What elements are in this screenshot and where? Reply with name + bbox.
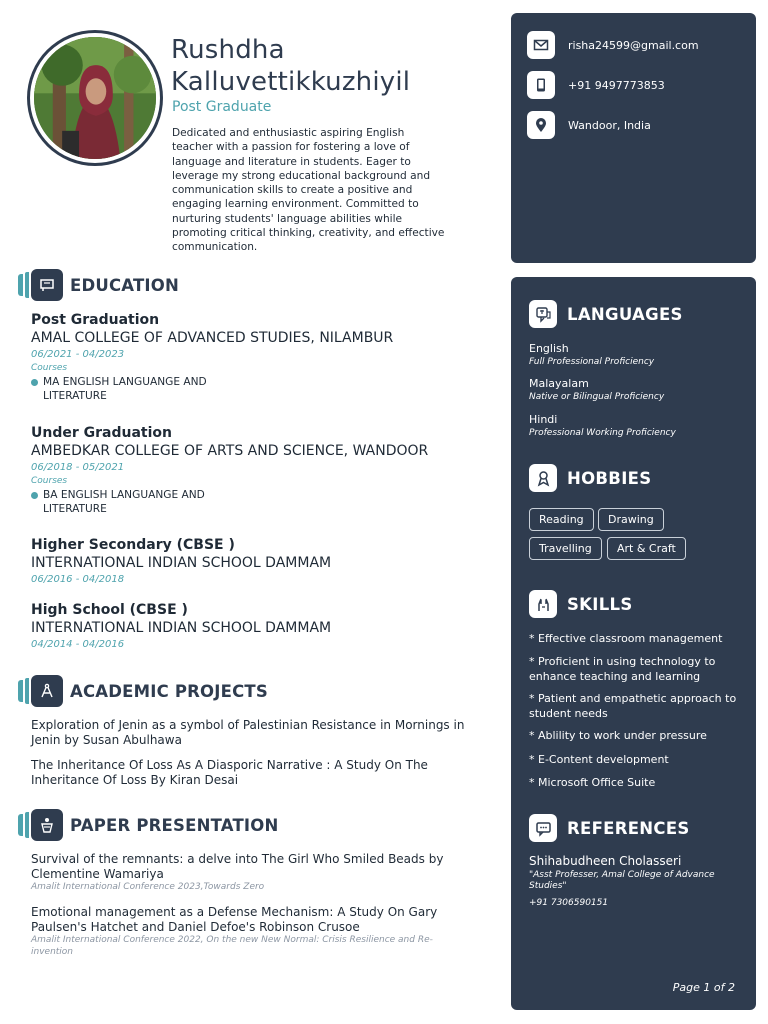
- page-number: Page 1 of 2: [672, 981, 735, 994]
- papers-title: PAPER PRESENTATION: [70, 815, 279, 835]
- skills-header: [529, 590, 633, 618]
- paper-title: Emotional management as a Defense Mechanism: A Study On Gary Paulsen's Hatchet and Daniel Defoe's Robinson Crusoe: [31, 905, 438, 934]
- language-item: [529, 342, 739, 368]
- degree: Under Graduation: [31, 425, 172, 441]
- references-header: [529, 814, 690, 842]
- tab-bar: [18, 274, 23, 296]
- hobby-tag: Reading: [529, 508, 594, 531]
- hobby-tag: Travelling: [529, 537, 602, 560]
- projects-title: ACADEMIC PROJECTS: [70, 681, 268, 701]
- mail-icon: [527, 31, 555, 59]
- lectern-icon: [31, 809, 63, 841]
- email-text: risha24599@gmail.com: [568, 38, 699, 52]
- language-name: Malayalam: [529, 377, 589, 390]
- location-pin-icon: [527, 111, 555, 139]
- job-title: Post Graduate: [172, 99, 272, 115]
- skill-item: * Proficient in using technology to enhance teaching and learning: [529, 655, 716, 683]
- reference-role: "Asst Professer, Amal College of Advance Studies": [529, 870, 715, 891]
- languages-title: LANGUAGES: [567, 304, 683, 324]
- reference-phone: +91 7306590151: [529, 898, 609, 908]
- chat-icon: [529, 814, 557, 842]
- paper-title: Survival of the remnants: a delve into The Girl Who Smiled Beads by Clementine Wamariya: [31, 852, 444, 881]
- degree: Higher Secondary (CBSE ): [31, 537, 235, 553]
- project-item: The Inheritance Of Loss As A Diasporic Narrative : A Study On The Inheritance Of Loss By Kiran Desai: [31, 758, 428, 787]
- degree: High School (CBSE ): [31, 602, 188, 618]
- profile-summary: Dedicated and enthusiastic aspiring English teacher with a passion for fostering a love of language and literature in students. Eager to leverage my strong educational background and communication skills to create a positive and engaging learning environment. Committed to nurturing students' language abilities while promoting critical thinking, creativity, and effective communication.: [172, 127, 445, 254]
- school: INTERNATIONAL INDIAN SCHOOL DAMMAM: [31, 555, 332, 571]
- dates: 06/2016 - 04/2018: [31, 574, 125, 585]
- education-entry: [31, 311, 471, 403]
- hobbies-title: HOBBIES: [567, 468, 652, 488]
- hobby-tag: Drawing: [598, 508, 664, 531]
- graduation-icon: [31, 269, 63, 301]
- course-item: MA ENGLISH LANGUANGE AND LITERATURE: [31, 375, 221, 403]
- hobbies-header: [529, 464, 651, 492]
- education-entry: [31, 601, 471, 650]
- tab-bar: [18, 814, 23, 836]
- school: INTERNATIONAL INDIAN SCHOOL DAMMAM: [31, 620, 332, 636]
- tab-bar: [25, 812, 29, 838]
- skill-item: * Microsoft Office Suite: [529, 776, 656, 789]
- language-level: Full Professional Proficiency: [529, 357, 655, 367]
- education-header: [18, 269, 179, 301]
- skill-item: * E-Content development: [529, 753, 669, 766]
- projects-header: [18, 675, 268, 707]
- tab-bar: [25, 272, 29, 298]
- language-item: [529, 413, 739, 439]
- compass-icon: [31, 675, 63, 707]
- language-name: Hindi: [529, 413, 558, 426]
- ribbon-icon: [529, 464, 557, 492]
- papers-header: [18, 809, 279, 841]
- dates: 06/2021 - 04/2023: [31, 349, 125, 360]
- phone-text: +91 9497773853: [568, 78, 665, 92]
- sidebar-panel: [511, 277, 756, 1010]
- name-last: Kalluvettikkuzhiyil: [171, 67, 411, 97]
- education-title: EDUCATION: [70, 275, 179, 295]
- reference-name: Shihabudheen Cholasseri: [529, 854, 682, 868]
- section-tab-decoration: [18, 272, 31, 298]
- tab-bar: [25, 678, 29, 704]
- candidate-name: [171, 34, 491, 98]
- name-first: Rushdha: [171, 35, 285, 65]
- school: AMAL COLLEGE OF ADVANCED STUDIES, NILAMBUR: [31, 330, 394, 346]
- profile-photo: [30, 33, 160, 163]
- skill-item: * Patient and empathetic approach to student needs: [529, 692, 737, 720]
- contact-phone[interactable]: [527, 71, 665, 99]
- hands-icon: [529, 590, 557, 618]
- section-tab-decoration: [18, 678, 31, 704]
- language-level: Native or Bilingual Proficiency: [529, 392, 665, 402]
- phone-icon: [527, 71, 555, 99]
- education-entry: [31, 536, 471, 585]
- paper-item: [31, 905, 471, 958]
- courses-label: Courses: [31, 363, 68, 373]
- paper-venue: Amalit International Conference 2023,Towards Zero: [31, 882, 265, 892]
- courses-label: Courses: [31, 476, 68, 486]
- location-text: Wandoor, India: [568, 118, 651, 132]
- paper-venue: Amalit International Conference 2022, On the new New Normal: Crisis Resilience and Re-invention: [31, 935, 433, 957]
- dates: 06/2018 - 05/2021: [31, 462, 125, 473]
- languages-header: [529, 300, 683, 328]
- language-name: English: [529, 342, 569, 355]
- skills-title: SKILLS: [567, 594, 633, 614]
- school: AMBEDKAR COLLEGE OF ARTS AND SCIENCE, WANDOOR: [31, 443, 429, 459]
- project-item: Exploration of Jenin as a symbol of Palestinian Resistance in Mornings in Jenin by Susan Abulhawa: [31, 718, 465, 747]
- degree: Post Graduation: [31, 312, 160, 328]
- section-tab-decoration: [18, 812, 31, 838]
- contact-panel: [511, 13, 756, 263]
- profile-photo-illustration: [34, 37, 156, 159]
- tab-bar: [18, 680, 23, 702]
- contact-location: [527, 111, 651, 139]
- translate-icon: [529, 300, 557, 328]
- course-item: BA ENGLISH LANGUANGE AND LITERATURE: [31, 488, 221, 516]
- education-entry: [31, 424, 471, 516]
- paper-item: [31, 852, 471, 893]
- dates: 04/2014 - 04/2016: [31, 639, 125, 650]
- language-level: Professional Working Proficiency: [529, 428, 676, 438]
- hobby-tag: Art & Craft: [607, 537, 686, 560]
- skill-item: * Ablility to work under pressure: [529, 729, 707, 742]
- contact-email[interactable]: [527, 31, 699, 59]
- language-item: [529, 377, 739, 403]
- references-title: REFERENCES: [567, 818, 690, 838]
- skill-item: * Effective classroom management: [529, 632, 723, 645]
